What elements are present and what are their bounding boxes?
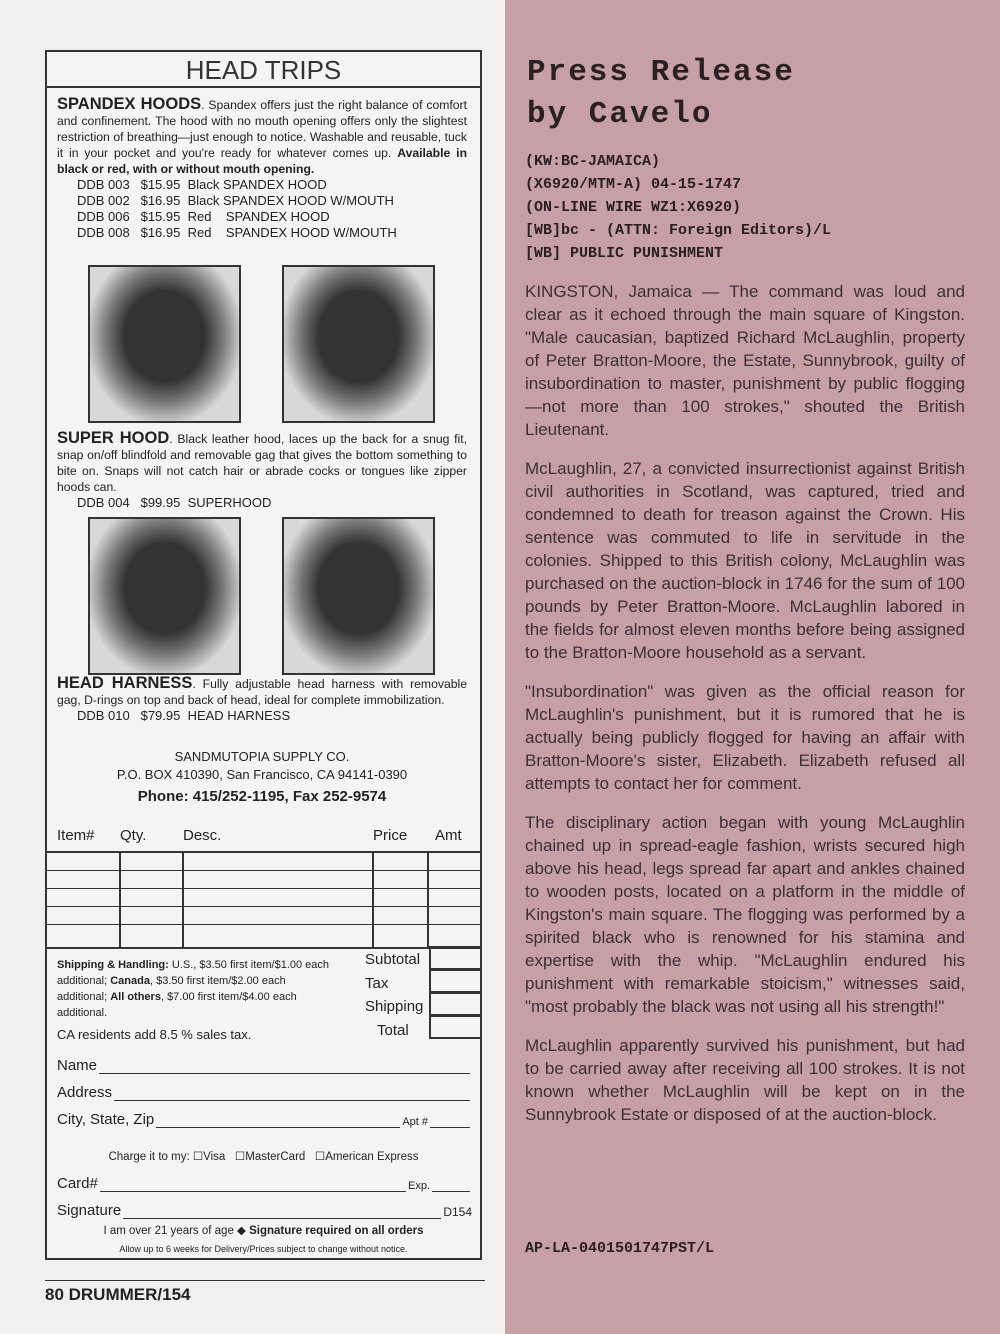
harness-photo-front (88, 517, 241, 675)
product-line: DDB 002 $16.95 Black SPANDEX HOOD W/MOUTH (77, 193, 394, 208)
paragraph: The disciplinary action began with young McLaughlin chained up in spread-eagle fashion, wrists secured high above his head, legs spread far apart and ankles chained to wooden posts, located on a platform in the middle of Kingston's main square. The flogging was performed by a spirited black who is renowned for his stamina and expertise with the whip. "McLaughlin endured his punishment with remarkable stoicism," witnesses said, "most probably the black was not using all his strength!" (525, 813, 965, 1016)
total-field[interactable] (429, 1015, 480, 1039)
order-form (47, 827, 480, 1254)
col-item: Item# (57, 827, 95, 844)
press-title: Press Release by Cavelo (527, 55, 795, 132)
wire-footer: AP-LA-0401501747PST/L (525, 1240, 715, 1257)
form-code: D154 (443, 1205, 472, 1219)
col-qty: Qty. (120, 827, 147, 844)
order-table-header (47, 827, 480, 853)
spandex-heading: SPANDEX HOODS (57, 95, 202, 113)
payment-options: Charge it to my: ☐Visa ☐MasterCard ☐American Express (108, 1151, 419, 1163)
product-line: DDB 008 $16.95 Red SPANDEX HOOD W/MOUTH (77, 225, 397, 240)
company-name: SANDMUTOPIA SUPPLY CO. (174, 749, 350, 764)
mastercard-checkbox[interactable]: ☐MasterCard (234, 1151, 306, 1163)
spandex-text: . Spandex offers just the right balance of comfort and confinement. The hood with no mouth opening offers only the slightest restriction of breathing—just enough to notice. Washable and reusable, tuck it in your pocket and you're ready for whatever comes up. (57, 98, 467, 160)
col-amt: Amt (435, 827, 462, 844)
signature-field[interactable]: Signature D154 (57, 1202, 472, 1219)
col-price: Price (373, 827, 408, 844)
product-line: DDB 004 $99.95 SUPERHOOD (77, 495, 272, 510)
visa-checkbox[interactable]: ☐Visa (192, 1151, 226, 1163)
tax-label: Tax (365, 975, 389, 992)
ad-title: HEAD TRIPS (47, 52, 480, 88)
press-body (525, 280, 965, 1142)
paragraph: "Insubordination" was given as the official reason for McLaughlin's punishment, but it is rumored that he is actually being publicly flogged for having an affair with Bratton-Moore's sister, Elizabeth. Elizabeth refused all attempts to contact her for comment. (525, 682, 965, 793)
harness-heading: HEAD HARNESS (57, 674, 193, 692)
paragraph: KINGSTON, Jamaica — The command was loud and clear as it echoed through the main square of Kingston. "Male caucasian, baptized Richard McLaughlin, property of Peter Bratton-Moore, the Estate, Sunnybrook, guilty of insubordination to master, punishment by public flogging—not more than 100 strokes," shouted the British Lieutenant. (525, 282, 965, 439)
company-phone: Phone: 415/252-1195, Fax 252-9574 (137, 788, 387, 805)
city-state-zip-field[interactable]: City, State, Zip Apt # (57, 1111, 472, 1128)
superhood-text: . Black leather hood, laces up the back for a snug fit, snap on/off blindfold and removable gag that gives the bottom something to bite on. Snaps will not catch hair or abrade cocks or tongues like zipper hoods can. (57, 432, 468, 494)
harness-photo-back (282, 517, 435, 675)
wire-header: (KW:BC-JAMAICA) (X6920/MTM-A) 04-15-1747 (ON-LINE WIRE WZ1:X6920) [WB]bc - (ATTN: Foreign Editors)/L [WB] PUBLIC PUNISHMENT (525, 153, 832, 262)
subtotal-label: Subtotal (365, 951, 421, 968)
age-statement: I am over 21 years of age ◆ Signature required on all orders (103, 1225, 424, 1237)
product-line: DDB 010 $79.95 HEAD HARNESS (77, 708, 291, 723)
product-line: DDB 006 $15.95 Red SPANDEX HOOD (77, 209, 330, 224)
superhood-photo-back (282, 265, 435, 423)
paragraph: McLaughlin apparently survived his punishment, but had to be carried away after receiving all 100 strokes. It is not known whether McLaughlin will be kept on in the Sunnybrook Estate or disposed of at the auction-block. (525, 1036, 965, 1124)
paragraph: McLaughlin, 27, a convicted insurrectionist against British civil authorities in Scotland, was captured, tried and condemned to death for treason against the Crown. His sentence was commuted to life in servitude in the colonies. Shipped to this British colony, McLaughlin was purchased on the auction-block in 1746 for the sum of 100 pounds by Peter Bratton-Moore. McLaughlin labored in the fields for almost eleven months before being assigned to the Bratton-Moore household as a servant. (525, 459, 965, 662)
total-label: Total (377, 1022, 409, 1039)
product-line: DDB 003 $15.95 Black SPANDEX HOOD (77, 177, 327, 192)
spandex-bold: Available in black or red, with or without mouth opening. (57, 146, 468, 176)
name-field[interactable]: Name (57, 1057, 472, 1074)
address-field[interactable]: Address (57, 1084, 472, 1101)
shipping-label: Shipping (365, 998, 424, 1015)
head-trips-ad (45, 50, 482, 1260)
page-footer: 80 DRUMMER/154 (45, 1280, 485, 1305)
col-desc: Desc. (183, 827, 222, 844)
press-release-column (505, 0, 1000, 1334)
shipping-field[interactable] (429, 992, 480, 1016)
harness-section (57, 675, 467, 724)
tax-field[interactable] (429, 969, 480, 993)
harness-text: . Fully adjustable head harness with removable gag, D-rings on top and back of head, ideal for complete immobilization. (57, 677, 467, 707)
spandex-hood-photo-front (88, 265, 241, 423)
delivery-note: Allow up to 6 weeks for Delivery/Prices subject to change without notice. (119, 1244, 408, 1254)
superhood-section (57, 430, 467, 511)
company-address: P.O. BOX 410390, San Francisco, CA 94141-0390 (116, 767, 408, 782)
card-number-field[interactable]: Card# Exp. (57, 1175, 472, 1192)
amex-checkbox[interactable]: ☐American Express (314, 1151, 419, 1163)
spandex-section (57, 96, 467, 241)
order-table-rows[interactable] (47, 853, 480, 949)
superhood-heading: SUPER HOOD (57, 429, 170, 447)
subtotal-field[interactable] (429, 946, 480, 970)
tax-note: CA residents add 8.5 % sales tax. (57, 1027, 252, 1042)
shipping-info: Shipping & Handling: U.S., $3.50 first item/$1.00 each additional; Canada, $3.50 first item/$2.00 each additional; All others, $7.00 first item/$4.00 each additional. (57, 959, 330, 1019)
